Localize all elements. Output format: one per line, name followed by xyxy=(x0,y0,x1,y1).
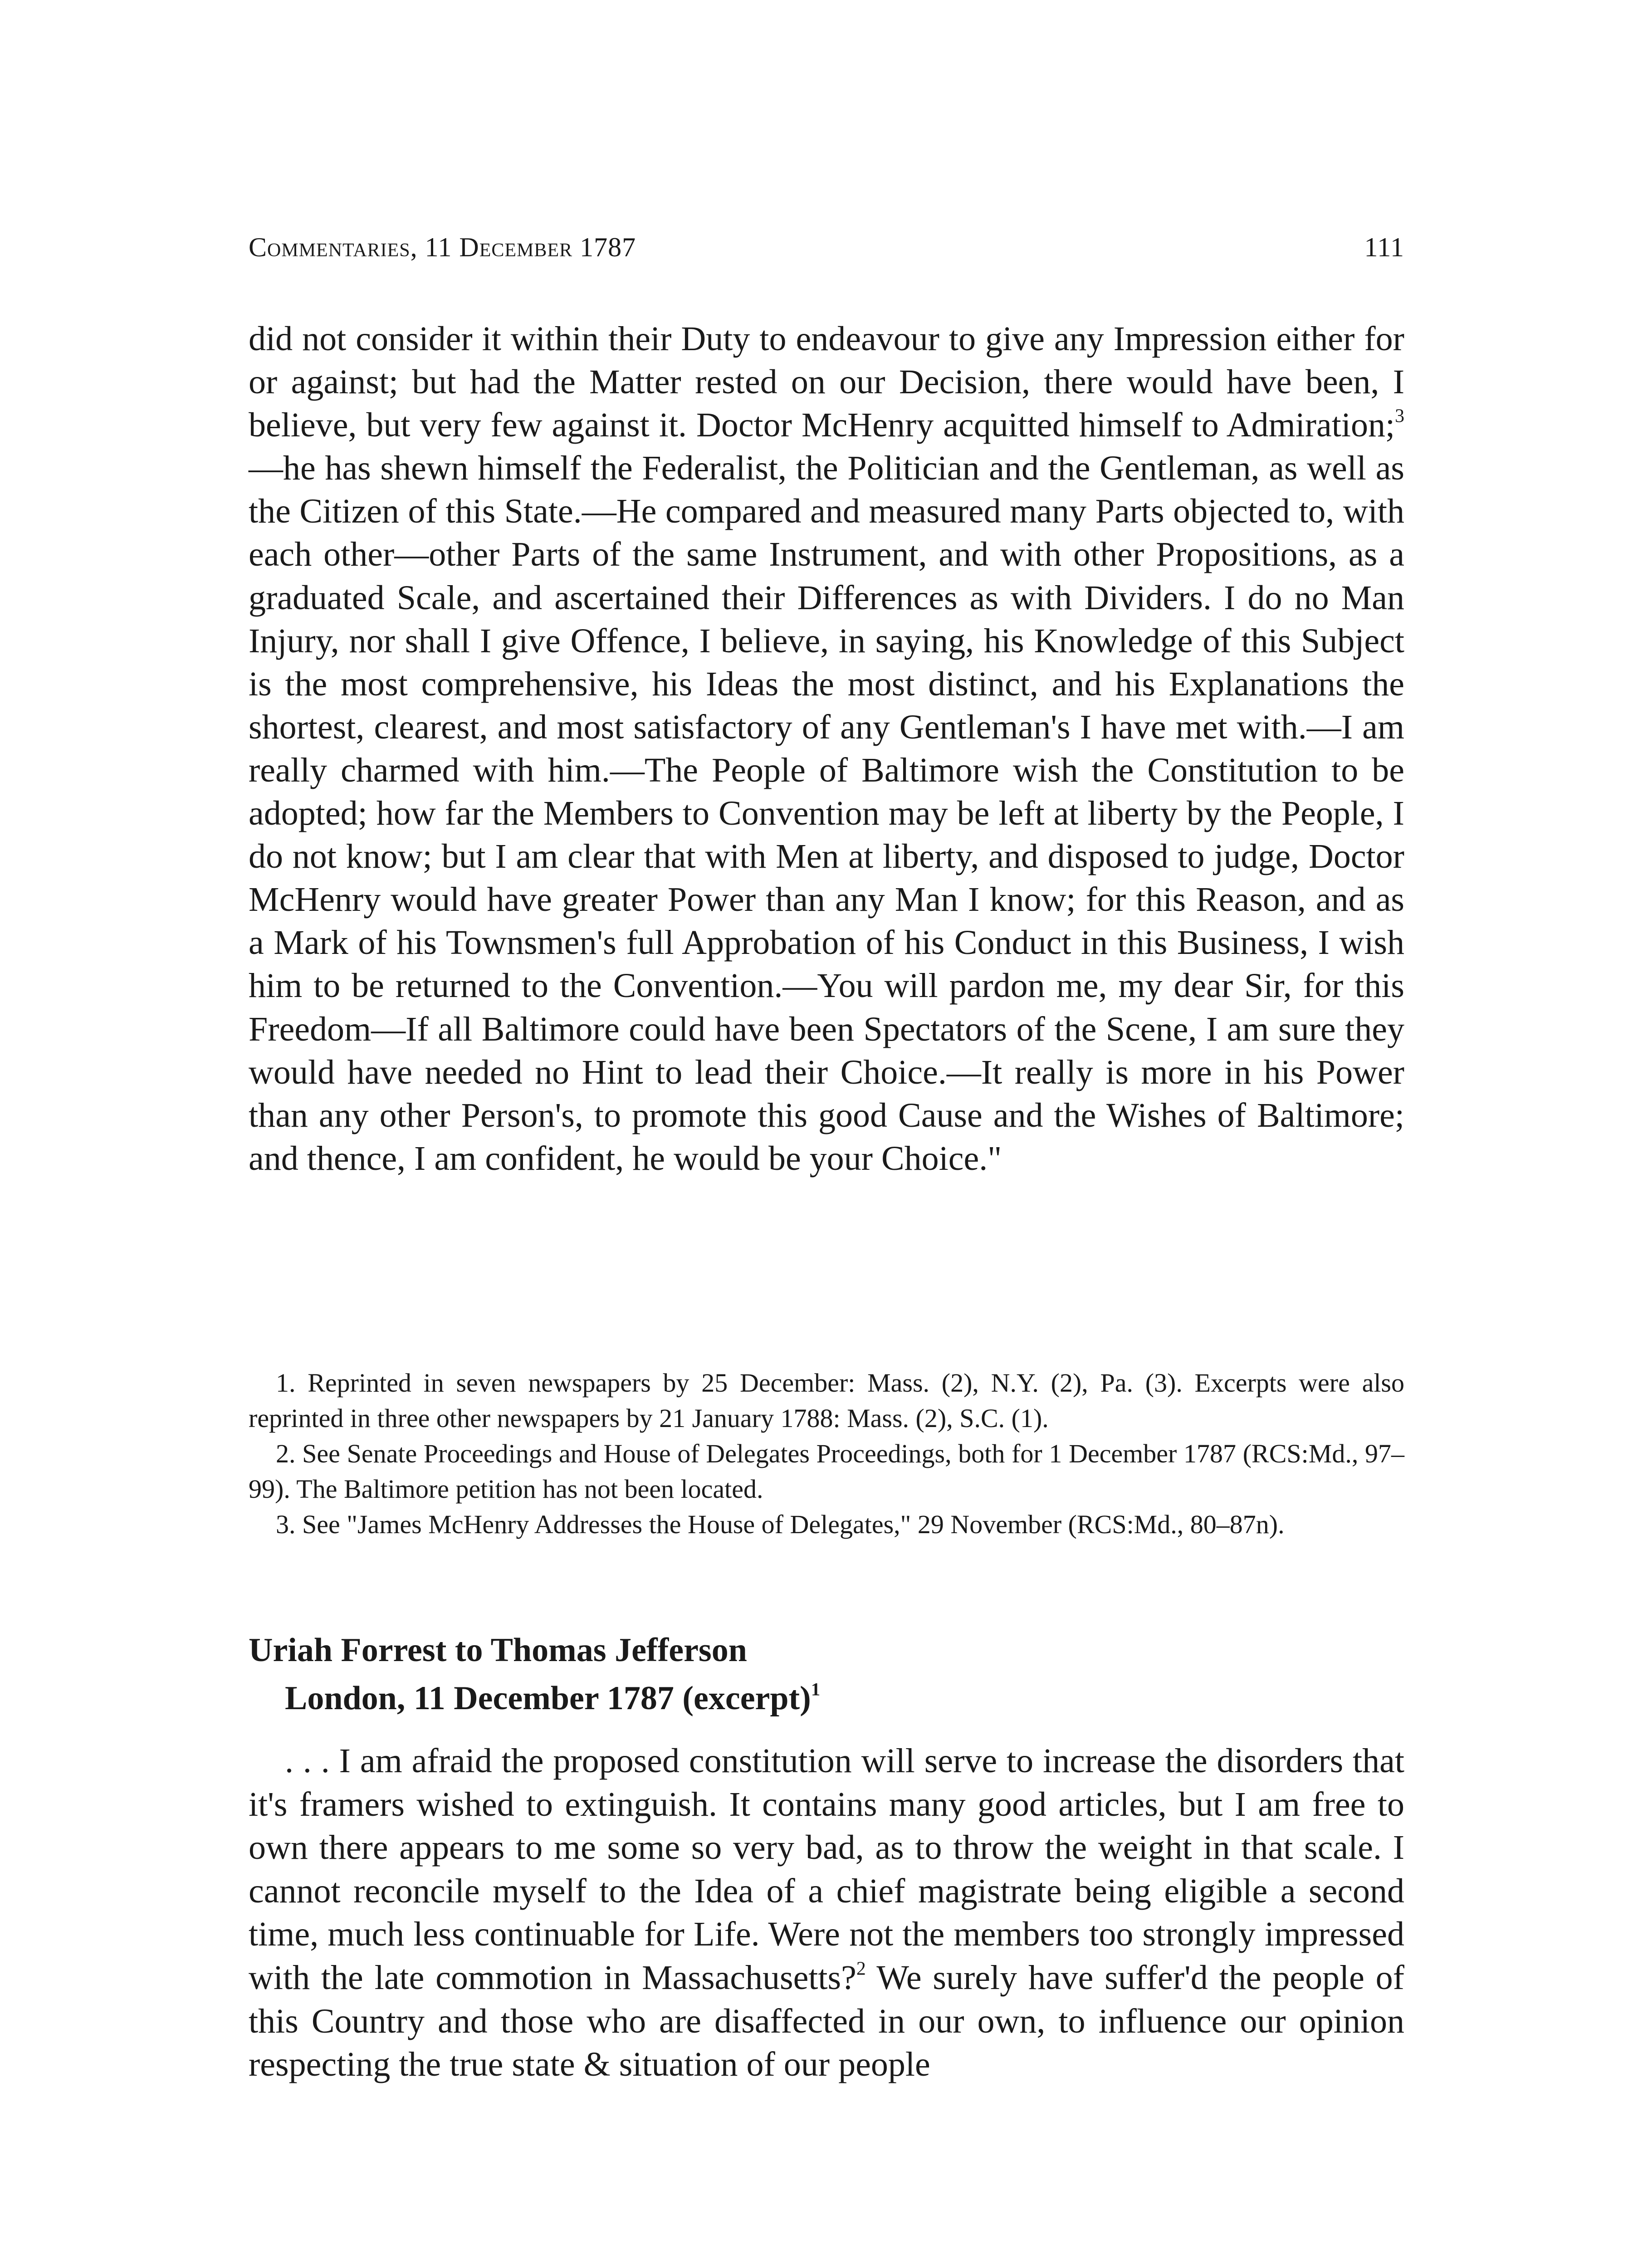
footnote-ref: 3 xyxy=(1395,406,1404,427)
footnote: 2. See Senate Proceedings and House of Delegates Proceedings, both for 1 December 1787 (RCS:Md., 97–99). The Baltimore petition has not been located. xyxy=(249,1439,1404,1504)
running-head-title: Commentaries, 11 December 1787 xyxy=(249,232,636,262)
footnote: 3. See "James McHenry Addresses the House of Delegates," 29 November (RCS:Md., 80–87n). xyxy=(276,1510,1285,1539)
document-heading-dateline xyxy=(249,1674,1404,1722)
dateline-text: London, 11 December 1787 (excerpt) xyxy=(285,1680,811,1717)
document-heading xyxy=(249,1626,1404,1722)
footnotes xyxy=(249,1365,1404,1542)
paragraph xyxy=(249,1740,1404,2087)
footnote-ref: 1 xyxy=(811,1679,821,1700)
page-number: 111 xyxy=(1364,232,1404,262)
paragraph xyxy=(249,318,1404,1180)
paragraph-text-continued: —he has shewn himself the Federalist, the Politician and the Gentleman, as well as the Citizen of this State.—He compared and measured many Parts objected to, with each other—other Parts of the same Instrument, and with other Propositions, as a graduated Scale, and ascertained their Differences as with Dividers. I do no Man Injury, nor shall I give Offence, I believe, in saying, his Knowledge of this Subject is the most comprehensive, his Ideas the most distinct, and his Explanations the shortest, clearest, and most satisfactory of any Gentleman's I have met with.—I am really charmed with him.—The People of Baltimore wish the Constitution to be adopted; how far the Members to Convention may be left at liberty by the People, I do not know; but I am clear that with Men at liberty, and disposed to judge, Doctor McHenry would have greater Power than any Man I know; for this Reason, and as a Mark of his Townsmen's full Approbation of his Conduct in this Business, I wish him to be returned to the Convention.—You will pardon me, my dear Sir, for this Freedom—If all Baltimore could have been Spectators of the Scene, I am sure they would have needed no Hint to lead their Choice.—It really is more in his Power than any other Person's, to promote this good Cause and the Wishes of Baltimore; and thence, I am confident, he would be your Choice." xyxy=(249,449,1404,1178)
paragraph-text: . . . I am afraid the proposed constitution will serve to increase the disorders that it's framers wished to extinguish. It contains many good articles, but I am free to own there appears to me some so very bad, as to throw the weight in that scale. I cannot reconcile myself to the Idea of a chief magistrate being eligible a second time, much less continuable for Life. Were not the members too strongly impressed with the late commotion in Massachusetts? xyxy=(249,1742,1404,1997)
excerpt-text xyxy=(249,1740,1404,2087)
document-heading-title: Uriah Forrest to Thomas Jefferson xyxy=(249,1632,747,1669)
paragraph-text: did not consider it within their Duty to endeavour to give any Impression either for or against; but had the Matter rested on our Decision, there would have been, I believe, but very few against it. Doctor McHenry acquitted himself to Admiration; xyxy=(249,320,1404,445)
main-text xyxy=(249,318,1404,1180)
paragraph-text-continued: We surely have suffer'd the people of this Country and those who are disaffected in our own, to influence our opinion respecting the true state & situation of our people xyxy=(249,1958,1404,2084)
footnote: 1. Reprinted in seven newspapers by 25 December: Mass. (2), N.Y. (2), Pa. (3). Excerpts were also reprinted in three other newspapers by 21 January 1788: Mass. (2), S.C. (1). xyxy=(249,1368,1404,1433)
footnote-ref: 2 xyxy=(856,1958,866,1980)
running-head xyxy=(249,227,1404,268)
